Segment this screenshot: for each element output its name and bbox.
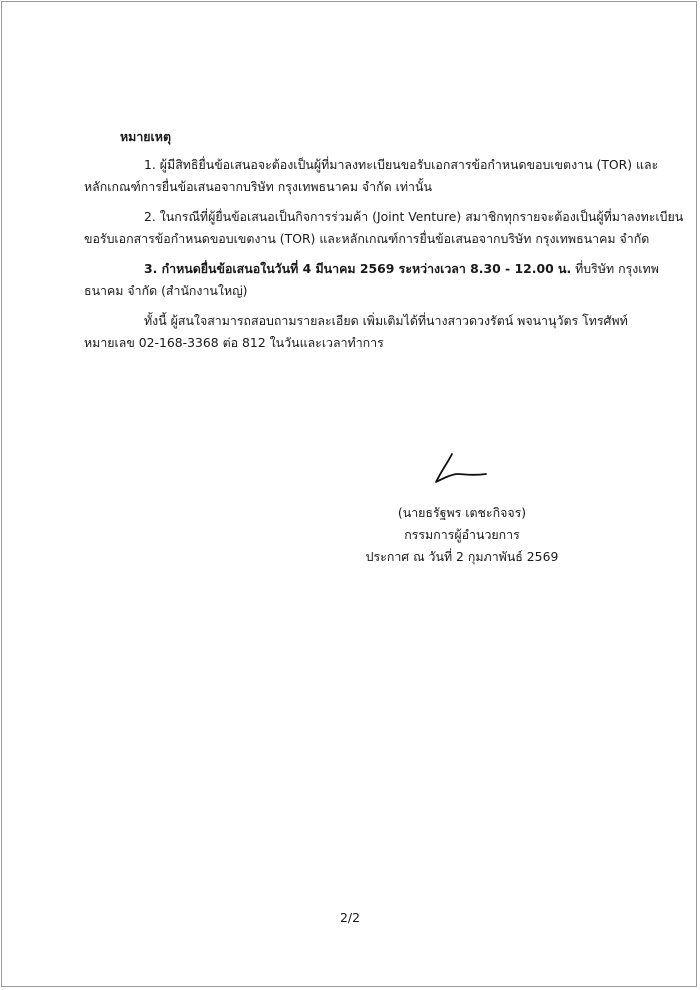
submission-location: ที่บริษัท กรุงเทพ: [571, 261, 659, 276]
announcement-date: ประกาศ ณ วันที่ 2 กุมภาพันธ์ 2569: [365, 549, 559, 564]
remark-item-2: [84, 206, 684, 250]
document-page: [1, 1, 697, 987]
submission-deadline: 3. กำหนดยื่นข้อเสนอในวันที่ 4 มีนาคม 2569 ระหว่างเวลา 8.30 - 12.00 น.: [144, 261, 572, 276]
page-number: 2/2: [340, 910, 360, 925]
remark-1-line-1: 1. ผู้มีสิทธิยื่นข้อเสนอจะต้องเป็นผู้ที่มาลงทะเบียนขอรับเอกสารข้อกำหนดขอบเขตงาน (TOR) และ: [144, 157, 659, 172]
handwritten-signature: [432, 452, 492, 488]
document-body: [84, 126, 684, 362]
remark-3-line-2: ธนาคม จำกัด (สำนักงานใหญ่): [84, 283, 248, 298]
remark-2-line-1: 2. ในกรณีที่ผู้ยื่นข้อเสนอเป็นกิจการร่วมค้า (Joint Venture) สมาชิกทุกรายจะต้องเป็นผู้ที่มาลงทะเบียน: [144, 209, 684, 224]
signatory-block: [302, 502, 622, 568]
contact-line-2: หมายเลข 02-168-3368 ต่อ 812 ในวันและเวลาทำการ: [84, 335, 384, 350]
remark-item-1: [84, 154, 659, 198]
remarks-heading: หมายเหตุ: [120, 129, 172, 144]
remark-1-line-2: หลักเกณฑ์การยื่นข้อเสนอจากบริษัท กรุงเทพธนาคม จำกัด เท่านั้น: [84, 179, 432, 194]
remark-item-3: [84, 258, 659, 302]
remark-3-line-1: [84, 258, 659, 280]
contact-paragraph: [84, 310, 632, 354]
signatory-position: กรรมการผู้อำนวยการ: [404, 527, 520, 542]
signatory-name: (นายธรัฐพร เตชะกิจจร): [397, 505, 527, 520]
remark-2-line-2: ขอรับเอกสารข้อกำหนดขอบเขตงาน (TOR) และหลักเกณฑ์การยื่นข้อเสนอจากบริษัท กรุงเทพธนาคม จำกัด: [84, 231, 650, 246]
contact-line-1: ทั้งนี้ ผู้สนใจสามารถสอบถามรายละเอียด เพิ่มเติมได้ที่นางสาวดวงรัตน์ พจนานุวัตร โทรศัพท์: [144, 313, 628, 328]
